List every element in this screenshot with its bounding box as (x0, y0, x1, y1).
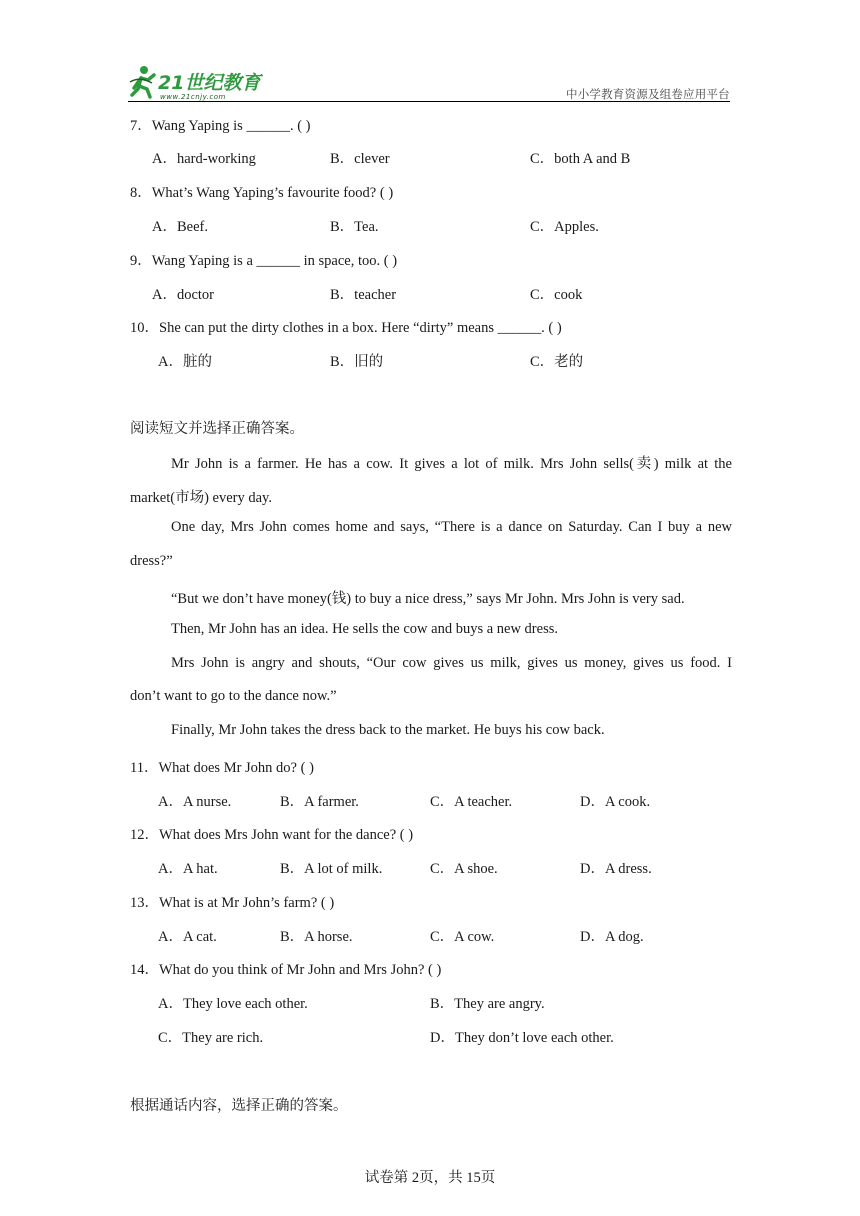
option-c: C．They are rich. (158, 1030, 264, 1046)
option-a: A．脏的 (158, 354, 212, 370)
option-c: C．cook (530, 287, 583, 303)
option-a: A．Beef. (152, 219, 208, 235)
option-a: A．doctor (152, 287, 215, 303)
option-b: B．clever (330, 151, 390, 167)
logo-url-text: www.21cnjy.com (160, 93, 226, 101)
option-c: C．老的 (530, 354, 584, 370)
question-stem: 12．What does Mrs John want for the dance? ( ) (130, 827, 414, 843)
option-d: D．A dress. (580, 861, 652, 877)
option-d: D．A dog. (580, 929, 644, 945)
option-a: A．A cat. (158, 929, 217, 945)
header-platform-text: 中小学教育资源及组卷应用平台 (566, 87, 730, 101)
option-c: C．A shoe. (430, 861, 498, 877)
question-stem: 13．What is at Mr John’s farm? ( ) (130, 895, 335, 911)
option-c: C．A cow. (430, 929, 495, 945)
question-stem: 7．Wang Yaping is ______. ( ) (130, 118, 311, 134)
option-c: C．Apples. (530, 219, 599, 235)
passage-line: Mr John is a farmer. He has a cow. It gives a lot of milk. Mrs John sells(卖) milk at the (171, 456, 732, 472)
option-c: C．A teacher. (430, 794, 513, 810)
question-stem: 9．Wang Yaping is a ______ in space, too. ( ) (130, 253, 398, 269)
passage-line: Mrs John is angry and shouts, “Our cow gives us milk, gives us money, gives us food. I (171, 655, 732, 671)
option-b: B．A farmer. (280, 794, 359, 810)
option-a: A．They love each other. (158, 996, 308, 1012)
option-a: A．A hat. (158, 861, 218, 877)
option-b: B．teacher (330, 287, 397, 303)
passage-line: dress?” (130, 553, 173, 569)
question-stem: 14．What do you think of Mr John and Mrs John? ( ) (130, 962, 442, 978)
question-stem: 10．She can put the dirty clothes in a box. Here “dirty” means ______. ( ) (130, 320, 562, 336)
option-b: B．A lot of milk. (280, 861, 383, 877)
section-instruction: 根据通话内容，选择正确的答案。 (130, 1098, 348, 1114)
passage-line: Finally, Mr John takes the dress back to the market. He buys his cow back. (171, 722, 605, 738)
question-stem: 8．What’s Wang Yaping’s favourite food? ( ) (130, 185, 394, 201)
passage-line: market(市场) every day. (130, 490, 272, 506)
question-stem: 11．What does Mr John do? ( ) (130, 760, 314, 776)
option-b: B．旧的 (330, 354, 384, 370)
option-a: A．hard-working (152, 151, 256, 167)
option-d: D．They don’t love each other. (430, 1030, 614, 1046)
site-logo (128, 62, 288, 102)
passage-line: Then, Mr John has an idea. He sells the cow and buys a new dress. (171, 621, 558, 637)
passage-line: don’t want to go to the dance now.” (130, 688, 337, 704)
passage-line: “But we don’t have money(钱) to buy a nice dress,” says Mr John. Mrs John is very sad. (171, 591, 685, 607)
section-instruction: 阅读短文并选择正确答案。 (130, 421, 304, 437)
page-number: 试卷第 2页，共 15页 (364, 1170, 496, 1186)
option-d: D．A cook. (580, 794, 651, 810)
option-b: B．They are angry. (430, 996, 545, 1012)
option-a: A．A nurse. (158, 794, 232, 810)
option-b: B．Tea. (330, 219, 379, 235)
passage-line: One day, Mrs John comes home and says, “There is a dance on Saturday. Can I buy a new (171, 519, 732, 535)
header-divider (128, 101, 730, 102)
logo-runner-icon (128, 62, 288, 102)
logo-text: 21世纪教育 (158, 72, 261, 94)
option-b: B．A horse. (280, 929, 353, 945)
option-c: C．both A and B (530, 151, 631, 167)
